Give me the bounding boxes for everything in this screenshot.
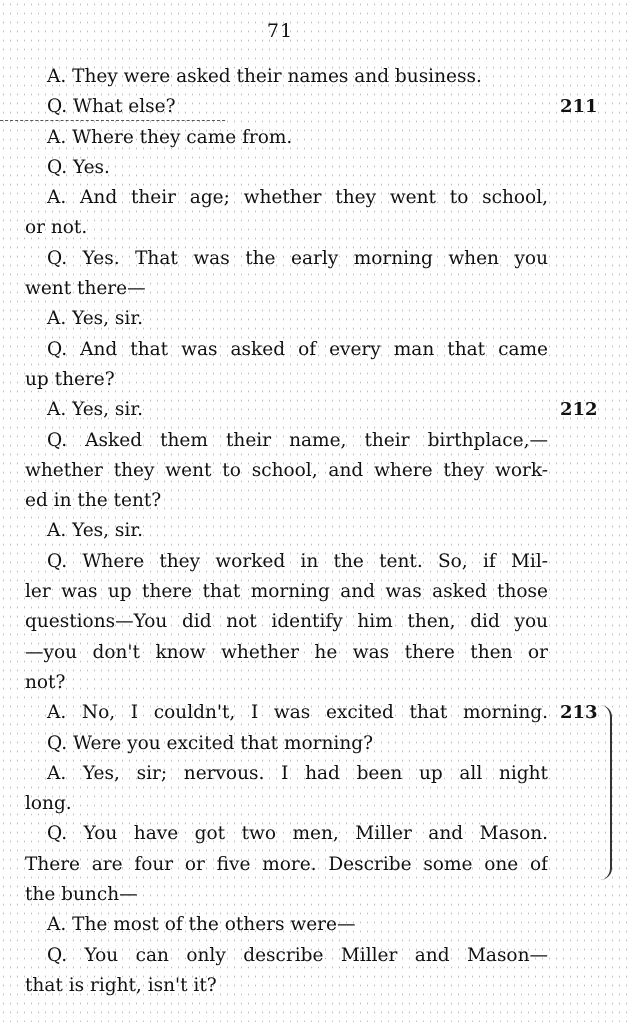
- transcript-line: the bunch—: [25, 884, 138, 906]
- transcript-line: —you don't know whether he was there then or: [25, 641, 548, 663]
- transcript-line: not?: [25, 671, 66, 693]
- transcript-line: ed in the tent?: [25, 490, 162, 512]
- transcript-line: A. They were asked their names and business.: [47, 66, 482, 87]
- transcript-line: A. Where they came from.: [47, 126, 293, 148]
- transcript-line: Q. Asked them their name, their birthplace,—: [47, 429, 548, 451]
- transcript-line: A. And their age; whether they went to school,: [47, 187, 548, 209]
- margin-folio-number: 211: [560, 96, 598, 118]
- transcript-line: Q. And that was asked of every man that came: [47, 338, 548, 360]
- transcript-line: Q. Where they worked in the tent. So, if Mil-: [47, 550, 548, 572]
- transcript-line: questions—You did not identify him then, did you: [25, 611, 548, 633]
- transcript-line: Q. Yes.: [47, 156, 110, 178]
- margin-folio-number: 212: [560, 399, 598, 421]
- transcript-line: whether they went to school, and where they work-: [25, 459, 548, 481]
- transcript-line: Q. Yes. That was the early morning when you: [47, 247, 548, 269]
- transcript-line: or not.: [25, 217, 88, 239]
- transcript-line: A. Yes, sir.: [47, 520, 144, 542]
- transcript-line: Q. What else?: [47, 96, 176, 118]
- margin-folio-number: 213: [560, 702, 598, 724]
- transcript-line: long.: [25, 793, 72, 815]
- transcript-line: A. The most of the others were—: [47, 914, 356, 936]
- transcript-line: A. Yes, sir.: [47, 308, 144, 330]
- transcript-line: went there—: [25, 278, 146, 300]
- transcript-line: ler was up there that morning and was asked those: [25, 581, 548, 603]
- page-number: 71: [266, 20, 294, 42]
- transcript-line: Q. You can only describe Miller and Mason—: [47, 944, 548, 966]
- transcript-line: Q. You have got two men, Miller and Mason.: [47, 823, 548, 845]
- margin-bracket-mark: [600, 705, 612, 880]
- transcript-line: There are four or five more. Describe some one of: [25, 853, 548, 875]
- transcript-line: A. Yes, sir; nervous. I had been up all night: [47, 762, 548, 784]
- transcript-body: [25, 62, 548, 1001]
- transcript-line: up there?: [25, 368, 115, 390]
- transcript-line: Q. Were you excited that morning?: [47, 732, 374, 754]
- transcript-line: A. No, I couldn't, I was excited that morning.: [47, 702, 548, 724]
- transcript-line: A. Yes, sir.: [47, 399, 144, 421]
- transcript-line: that is right, isn't it?: [25, 974, 217, 996]
